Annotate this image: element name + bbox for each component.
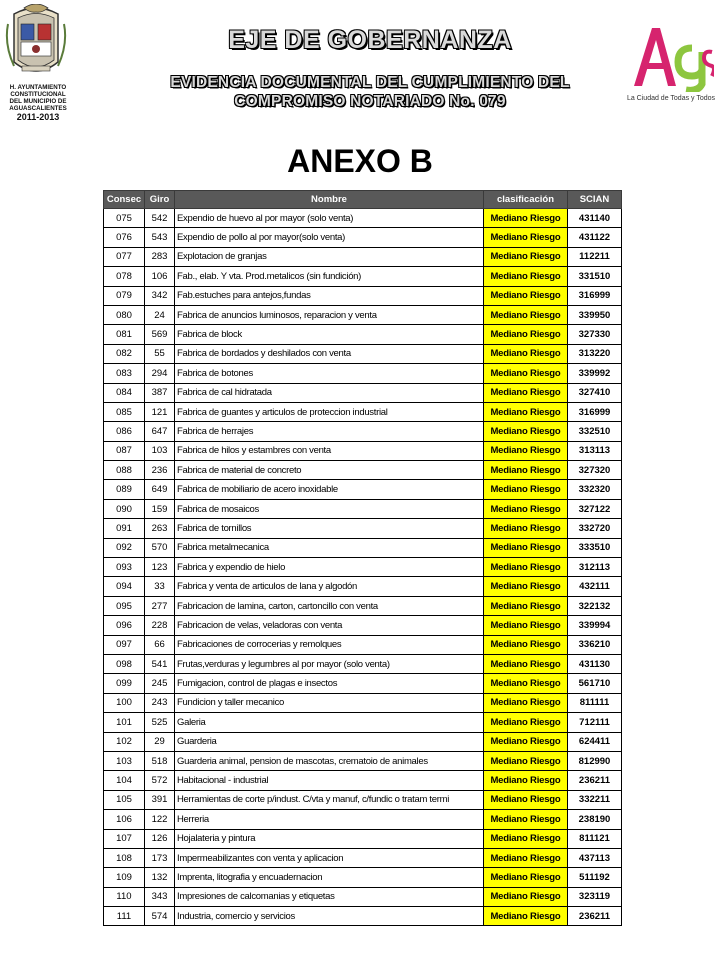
cell-nombre: Fumigacion, control de plagas e insectos bbox=[175, 674, 484, 693]
cell-nombre: Fabrica de botones bbox=[175, 364, 484, 383]
cell-scian: 811111 bbox=[568, 693, 622, 712]
cell-scian: 327330 bbox=[568, 325, 622, 344]
cell-scian: 336210 bbox=[568, 635, 622, 654]
table-row bbox=[104, 751, 622, 770]
cell-nombre: Fabrica metalmecanica bbox=[175, 538, 484, 557]
cell-giro: 24 bbox=[145, 305, 175, 324]
table-header-row bbox=[104, 191, 622, 209]
table-row bbox=[104, 209, 622, 228]
cell-nombre: Imprenta, litografia y encuadernacion bbox=[175, 868, 484, 887]
cell-giro: 228 bbox=[145, 616, 175, 635]
cell-scian: 332510 bbox=[568, 422, 622, 441]
cell-consec: 109 bbox=[104, 868, 145, 887]
cell-giro: 572 bbox=[145, 771, 175, 790]
cell-scian: 236211 bbox=[568, 771, 622, 790]
cell-clasificacion: Mediano Riesgo bbox=[484, 305, 568, 324]
cell-giro: 570 bbox=[145, 538, 175, 557]
table-row bbox=[104, 907, 622, 926]
cell-scian: 327320 bbox=[568, 461, 622, 480]
cell-consec: 097 bbox=[104, 635, 145, 654]
table-row bbox=[104, 674, 622, 693]
cell-scian: 112211 bbox=[568, 247, 622, 266]
table-row bbox=[104, 480, 622, 499]
cell-nombre: Industria, comercio y servicios bbox=[175, 907, 484, 926]
cell-clasificacion: Mediano Riesgo bbox=[484, 247, 568, 266]
cell-nombre: Fabricaciones de corrocerias y remolques bbox=[175, 635, 484, 654]
cell-giro: 55 bbox=[145, 344, 175, 363]
cell-giro: 245 bbox=[145, 674, 175, 693]
cell-scian: 812990 bbox=[568, 751, 622, 770]
cell-consec: 084 bbox=[104, 383, 145, 402]
cell-clasificacion: Mediano Riesgo bbox=[484, 616, 568, 635]
cell-clasificacion: Mediano Riesgo bbox=[484, 810, 568, 829]
cell-clasificacion: Mediano Riesgo bbox=[484, 383, 568, 402]
column-header-clasificacion: clasificación bbox=[484, 191, 568, 209]
table-row bbox=[104, 810, 622, 829]
cell-nombre: Expendio de huevo al por mayor (solo venta) bbox=[175, 209, 484, 228]
cell-scian: 437113 bbox=[568, 848, 622, 867]
cell-clasificacion: Mediano Riesgo bbox=[484, 713, 568, 732]
cell-scian: 333510 bbox=[568, 538, 622, 557]
cell-giro: 541 bbox=[145, 654, 175, 673]
cell-clasificacion: Mediano Riesgo bbox=[484, 461, 568, 480]
table-row bbox=[104, 887, 622, 906]
cell-nombre: Fabrica de anuncios luminosos, reparacion y venta bbox=[175, 305, 484, 324]
cell-scian: 712111 bbox=[568, 713, 622, 732]
cell-clasificacion: Mediano Riesgo bbox=[484, 286, 568, 305]
column-header-scian: SCIAN bbox=[568, 191, 622, 209]
ags-logo-icon bbox=[630, 22, 714, 92]
cell-scian: 323119 bbox=[568, 887, 622, 906]
cell-giro: 569 bbox=[145, 325, 175, 344]
cell-nombre: Hojalateria y pintura bbox=[175, 829, 484, 848]
cell-giro: 236 bbox=[145, 461, 175, 480]
cell-clasificacion: Mediano Riesgo bbox=[484, 325, 568, 344]
table-row bbox=[104, 654, 622, 673]
cell-clasificacion: Mediano Riesgo bbox=[484, 402, 568, 421]
cell-scian: 811121 bbox=[568, 829, 622, 848]
cell-consec: 082 bbox=[104, 344, 145, 363]
cell-giro: 647 bbox=[145, 422, 175, 441]
cell-scian: 313113 bbox=[568, 441, 622, 460]
cell-scian: 339950 bbox=[568, 305, 622, 324]
cell-clasificacion: Mediano Riesgo bbox=[484, 732, 568, 751]
cell-giro: 343 bbox=[145, 887, 175, 906]
cell-giro: 243 bbox=[145, 693, 175, 712]
cell-consec: 111 bbox=[104, 907, 145, 926]
cell-clasificacion: Mediano Riesgo bbox=[484, 480, 568, 499]
cell-nombre: Expendio de pollo al por mayor(solo venta) bbox=[175, 228, 484, 247]
cell-giro: 525 bbox=[145, 713, 175, 732]
cell-nombre: Habitacional - industrial bbox=[175, 771, 484, 790]
table-row bbox=[104, 829, 622, 848]
cell-giro: 543 bbox=[145, 228, 175, 247]
cell-clasificacion: Mediano Riesgo bbox=[484, 790, 568, 809]
cell-scian: 322132 bbox=[568, 596, 622, 615]
cell-scian: 238190 bbox=[568, 810, 622, 829]
table-row bbox=[104, 596, 622, 615]
cell-clasificacion: Mediano Riesgo bbox=[484, 751, 568, 770]
cell-clasificacion: Mediano Riesgo bbox=[484, 228, 568, 247]
cell-consec: 093 bbox=[104, 558, 145, 577]
cell-consec: 096 bbox=[104, 616, 145, 635]
cell-clasificacion: Mediano Riesgo bbox=[484, 654, 568, 673]
cell-consec: 110 bbox=[104, 887, 145, 906]
cell-scian: 236211 bbox=[568, 907, 622, 926]
cell-consec: 092 bbox=[104, 538, 145, 557]
cell-giro: 387 bbox=[145, 383, 175, 402]
cell-consec: 095 bbox=[104, 596, 145, 615]
table-row bbox=[104, 228, 622, 247]
cell-clasificacion: Mediano Riesgo bbox=[484, 848, 568, 867]
annex-title: ANEXO B bbox=[287, 143, 433, 179]
cell-nombre: Herramientas de corte p/indust. C/vta y manuf, c/fundic o tratam termi bbox=[175, 790, 484, 809]
cell-consec: 079 bbox=[104, 286, 145, 305]
table-row bbox=[104, 305, 622, 324]
cell-giro: 33 bbox=[145, 577, 175, 596]
cell-clasificacion: Mediano Riesgo bbox=[484, 577, 568, 596]
cell-scian: 339992 bbox=[568, 364, 622, 383]
cell-clasificacion: Mediano Riesgo bbox=[484, 771, 568, 790]
cell-clasificacion: Mediano Riesgo bbox=[484, 267, 568, 286]
cell-scian: 432111 bbox=[568, 577, 622, 596]
cell-scian: 431130 bbox=[568, 654, 622, 673]
cell-nombre: Impresiones de calcomanias y etiquetas bbox=[175, 887, 484, 906]
cell-giro: 173 bbox=[145, 848, 175, 867]
cell-consec: 104 bbox=[104, 771, 145, 790]
document-subtitle-line-1: EVIDENCIA DOCUMENTAL DEL CUMPLIMIENTO DEL bbox=[170, 74, 570, 91]
cell-scian: 561710 bbox=[568, 674, 622, 693]
cell-consec: 091 bbox=[104, 519, 145, 538]
cell-consec: 098 bbox=[104, 654, 145, 673]
column-header-giro: Giro bbox=[145, 191, 175, 209]
cell-scian: 332211 bbox=[568, 790, 622, 809]
table-row bbox=[104, 771, 622, 790]
cell-giro: 263 bbox=[145, 519, 175, 538]
cell-giro: 283 bbox=[145, 247, 175, 266]
cell-giro: 126 bbox=[145, 829, 175, 848]
cell-scian: 332320 bbox=[568, 480, 622, 499]
cell-clasificacion: Mediano Riesgo bbox=[484, 558, 568, 577]
cell-giro: 542 bbox=[145, 209, 175, 228]
cell-nombre: Fabrica de guantes y articulos de proteccion industrial bbox=[175, 402, 484, 421]
cell-clasificacion: Mediano Riesgo bbox=[484, 422, 568, 441]
cell-nombre: Fabrica de mosaicos bbox=[175, 499, 484, 518]
cell-consec: 081 bbox=[104, 325, 145, 344]
cell-nombre: Fabrica de material de concreto bbox=[175, 461, 484, 480]
cell-clasificacion: Mediano Riesgo bbox=[484, 209, 568, 228]
table-row bbox=[104, 325, 622, 344]
cell-consec: 077 bbox=[104, 247, 145, 266]
cell-nombre: Fab.estuches para antejos,fundas bbox=[175, 286, 484, 305]
cell-consec: 086 bbox=[104, 422, 145, 441]
cell-nombre: Fabrica de cal hidratada bbox=[175, 383, 484, 402]
cell-clasificacion: Mediano Riesgo bbox=[484, 344, 568, 363]
cell-giro: 121 bbox=[145, 402, 175, 421]
seal-caption-line: CONSTITUCIONAL bbox=[10, 91, 66, 98]
cell-consec: 083 bbox=[104, 364, 145, 383]
table-row bbox=[104, 383, 622, 402]
table-row bbox=[104, 267, 622, 286]
cell-consec: 106 bbox=[104, 810, 145, 829]
cell-clasificacion: Mediano Riesgo bbox=[484, 499, 568, 518]
cell-nombre: Frutas,verduras y legumbres al por mayor (solo venta) bbox=[175, 654, 484, 673]
cell-clasificacion: Mediano Riesgo bbox=[484, 887, 568, 906]
municipal-seal-icon bbox=[4, 4, 68, 88]
cell-giro: 342 bbox=[145, 286, 175, 305]
cell-giro: 159 bbox=[145, 499, 175, 518]
cell-giro: 518 bbox=[145, 751, 175, 770]
cell-giro: 574 bbox=[145, 907, 175, 926]
cell-nombre: Fabricacion de velas, veladoras con venta bbox=[175, 616, 484, 635]
seal-caption-line: H. AYUNTAMIENTO bbox=[9, 84, 67, 91]
table-row bbox=[104, 499, 622, 518]
table-row bbox=[104, 848, 622, 867]
cell-consec: 076 bbox=[104, 228, 145, 247]
cell-consec: 100 bbox=[104, 693, 145, 712]
cell-nombre: Fabrica y expendio de hielo bbox=[175, 558, 484, 577]
cell-giro: 66 bbox=[145, 635, 175, 654]
table-row bbox=[104, 616, 622, 635]
cell-scian: 331510 bbox=[568, 267, 622, 286]
cell-nombre: Fabrica de tornillos bbox=[175, 519, 484, 538]
column-header-consec: Consec bbox=[104, 191, 145, 209]
table-row bbox=[104, 558, 622, 577]
cell-clasificacion: Mediano Riesgo bbox=[484, 829, 568, 848]
cell-clasificacion: Mediano Riesgo bbox=[484, 364, 568, 383]
cell-giro: 29 bbox=[145, 732, 175, 751]
cell-nombre: Explotacion de granjas bbox=[175, 247, 484, 266]
cell-consec: 088 bbox=[104, 461, 145, 480]
table-row bbox=[104, 422, 622, 441]
cell-nombre: Fabrica de mobiliario de acero inoxidable bbox=[175, 480, 484, 499]
cell-giro: 122 bbox=[145, 810, 175, 829]
table-row bbox=[104, 344, 622, 363]
cell-clasificacion: Mediano Riesgo bbox=[484, 674, 568, 693]
cell-nombre: Fab., elab. Y vta. Prod.metalicos (sin fundición) bbox=[175, 267, 484, 286]
cell-clasificacion: Mediano Riesgo bbox=[484, 868, 568, 887]
cell-scian: 511192 bbox=[568, 868, 622, 887]
table-row bbox=[104, 732, 622, 751]
cell-nombre: Fundicion y taller mecanico bbox=[175, 693, 484, 712]
cell-scian: 431140 bbox=[568, 209, 622, 228]
cell-scian: 313220 bbox=[568, 344, 622, 363]
cell-clasificacion: Mediano Riesgo bbox=[484, 635, 568, 654]
cell-consec: 085 bbox=[104, 402, 145, 421]
cell-consec: 090 bbox=[104, 499, 145, 518]
cell-giro: 277 bbox=[145, 596, 175, 615]
cell-consec: 089 bbox=[104, 480, 145, 499]
cell-scian: 312113 bbox=[568, 558, 622, 577]
cell-scian: 431122 bbox=[568, 228, 622, 247]
cell-consec: 094 bbox=[104, 577, 145, 596]
table-row bbox=[104, 402, 622, 421]
table-row bbox=[104, 713, 622, 732]
cell-nombre: Fabrica de herrajes bbox=[175, 422, 484, 441]
cell-giro: 649 bbox=[145, 480, 175, 499]
cell-clasificacion: Mediano Riesgo bbox=[484, 693, 568, 712]
cell-clasificacion: Mediano Riesgo bbox=[484, 596, 568, 615]
cell-nombre: Guarderia animal, pension de mascotas, crematoio de animales bbox=[175, 751, 484, 770]
cell-clasificacion: Mediano Riesgo bbox=[484, 907, 568, 926]
cell-consec: 087 bbox=[104, 441, 145, 460]
cell-nombre: Fabricacion de lamina, carton, cartoncillo con venta bbox=[175, 596, 484, 615]
cell-scian: 316999 bbox=[568, 286, 622, 305]
cell-giro: 123 bbox=[145, 558, 175, 577]
cell-nombre: Herreria bbox=[175, 810, 484, 829]
table-row bbox=[104, 577, 622, 596]
cell-consec: 080 bbox=[104, 305, 145, 324]
cell-nombre: Fabrica de hilos y estambres con venta bbox=[175, 441, 484, 460]
table-row bbox=[104, 461, 622, 480]
table-row bbox=[104, 693, 622, 712]
cell-scian: 316999 bbox=[568, 402, 622, 421]
table-row bbox=[104, 538, 622, 557]
cell-scian: 327122 bbox=[568, 499, 622, 518]
cell-nombre: Fabrica de bordados y deshilados con venta bbox=[175, 344, 484, 363]
table-row bbox=[104, 441, 622, 460]
table-row bbox=[104, 519, 622, 538]
cell-giro: 106 bbox=[145, 267, 175, 286]
cell-scian: 339994 bbox=[568, 616, 622, 635]
cell-nombre: Fabrica de block bbox=[175, 325, 484, 344]
cell-nombre: Fabrica y venta de articulos de lana y algodón bbox=[175, 577, 484, 596]
cell-scian: 327410 bbox=[568, 383, 622, 402]
cell-scian: 624411 bbox=[568, 732, 622, 751]
cell-nombre: Galeria bbox=[175, 713, 484, 732]
document-title: EJE DE GOBERNANZA bbox=[228, 26, 512, 54]
cell-nombre: Guarderia bbox=[175, 732, 484, 751]
classification-table bbox=[103, 190, 622, 926]
table-row bbox=[104, 364, 622, 383]
cell-consec: 075 bbox=[104, 209, 145, 228]
table-row bbox=[104, 868, 622, 887]
cell-giro: 103 bbox=[145, 441, 175, 460]
cell-consec: 101 bbox=[104, 713, 145, 732]
seal-caption-line: DEL MUNICIPIO DE bbox=[9, 98, 67, 105]
table-row bbox=[104, 790, 622, 809]
cell-consec: 107 bbox=[104, 829, 145, 848]
cell-clasificacion: Mediano Riesgo bbox=[484, 441, 568, 460]
ags-tagline: La Ciudad de Todas y Todos bbox=[626, 95, 716, 102]
cell-giro: 132 bbox=[145, 868, 175, 887]
cell-consec: 105 bbox=[104, 790, 145, 809]
seal-years: 2011-2013 bbox=[16, 112, 60, 122]
cell-scian: 332720 bbox=[568, 519, 622, 538]
cell-consec: 102 bbox=[104, 732, 145, 751]
table-row bbox=[104, 635, 622, 654]
seal-caption-line: AGUASCALIENTES bbox=[9, 105, 67, 112]
cell-consec: 078 bbox=[104, 267, 145, 286]
table-row bbox=[104, 247, 622, 266]
cell-clasificacion: Mediano Riesgo bbox=[484, 519, 568, 538]
cell-giro: 294 bbox=[145, 364, 175, 383]
cell-consec: 108 bbox=[104, 848, 145, 867]
document-subtitle-line-2: COMPROMISO NOTARIADO No. 079 bbox=[234, 93, 506, 110]
cell-nombre: Impermeabilizantes con venta y aplicacion bbox=[175, 848, 484, 867]
seal-caption bbox=[0, 84, 76, 122]
column-header-nombre: Nombre bbox=[175, 191, 484, 209]
cell-consec: 103 bbox=[104, 751, 145, 770]
cell-giro: 391 bbox=[145, 790, 175, 809]
table-row bbox=[104, 286, 622, 305]
cell-clasificacion: Mediano Riesgo bbox=[484, 538, 568, 557]
cell-consec: 099 bbox=[104, 674, 145, 693]
